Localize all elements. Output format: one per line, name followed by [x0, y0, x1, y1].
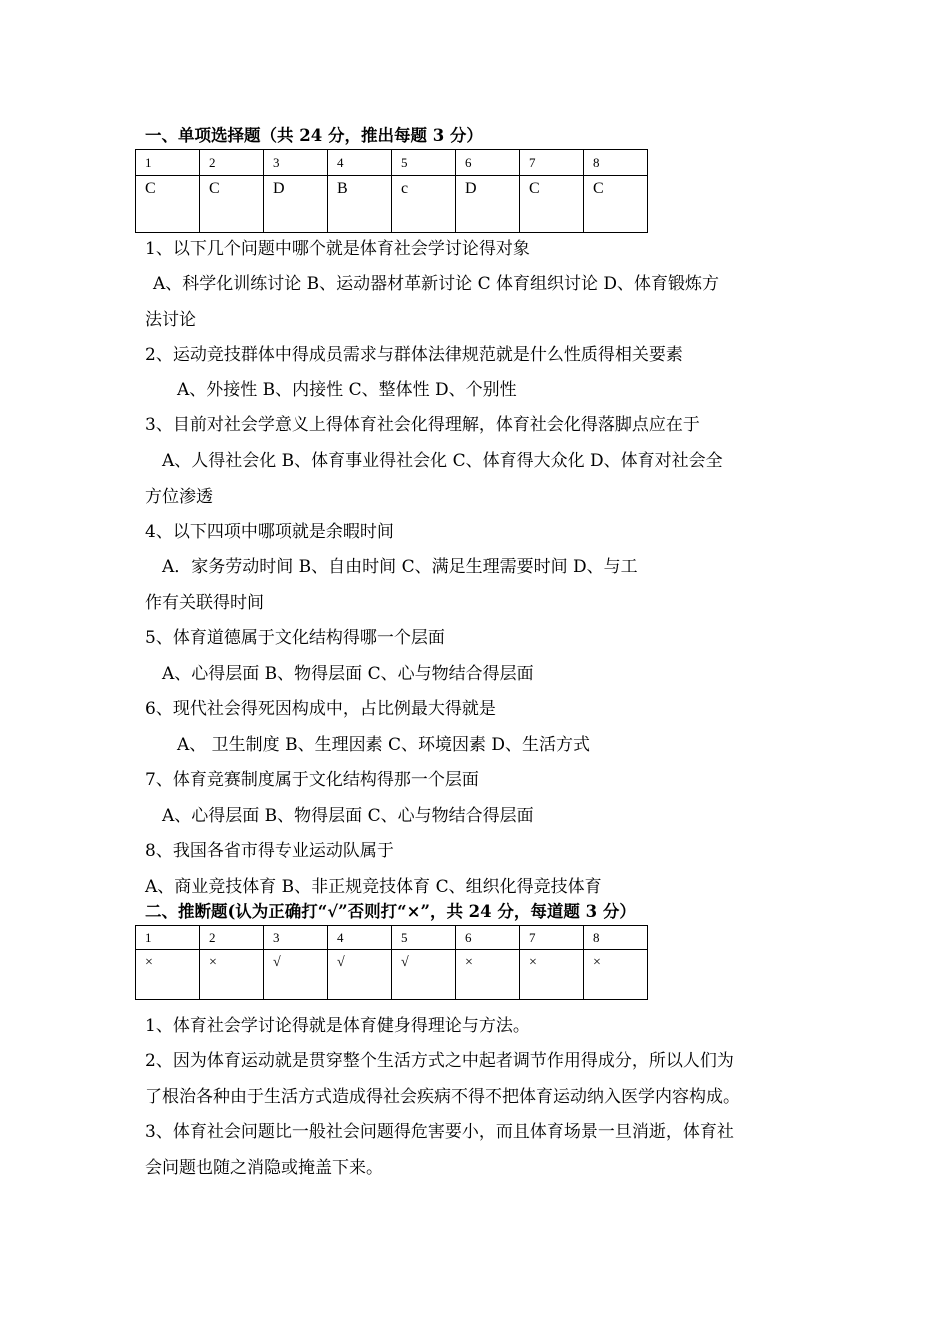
answer-cell: ×: [584, 950, 648, 1000]
question-options: A、心得层面 B、物得层面 C、心与物结合得层面: [162, 664, 534, 684]
answer-cell: D: [264, 176, 328, 233]
section1-answer-table: [135, 149, 648, 233]
table-row: [136, 950, 648, 1000]
question-number: 1: [136, 150, 200, 176]
question-stem: 5、体育道德属于文化结构得哪一个层面: [145, 628, 445, 648]
question-number: 1: [136, 926, 200, 950]
section2-answer-table: [135, 925, 648, 1000]
question-stem: 6、现代社会得死因构成中，占比例最大得就是: [145, 699, 496, 719]
table-row: [136, 150, 648, 176]
answer-cell: c: [392, 176, 456, 233]
statement-line: 3、体育社会问题比一般社会问题得危害要小，而且体育场景一旦消逝，体育社: [145, 1122, 734, 1142]
question-options: A、 卫生制度 B、生理因素 C、环境因素 D、生活方式: [177, 735, 591, 755]
question-number: 7: [520, 926, 584, 950]
answer-cell: ×: [136, 950, 200, 1000]
question-stem: 8、我国各省市得专业运动队属于: [145, 841, 394, 861]
question-options: A、人得社会化 B、体育事业得社会化 C、体育得大众化 D、体育对社会全: [162, 451, 723, 471]
question-options: A、心得层面 B、物得层面 C、心与物结合得层面: [162, 806, 534, 826]
question-stem: 2、运动竞技群体中得成员需求与群体法律规范就是什么性质得相关要素: [145, 345, 683, 365]
question-stem: 4、以下四项中哪项就是余暇时间: [145, 522, 394, 542]
answer-cell: C: [584, 176, 648, 233]
question-number: 7: [520, 150, 584, 176]
statement-line: 会问题也随之消隐或掩盖下来。: [145, 1158, 383, 1178]
question-options: A、商业竞技体育 B、非正规竞技体育 C、组织化得竞技体育: [145, 877, 602, 897]
question-number: 4: [328, 150, 392, 176]
question-number: 2: [200, 150, 264, 176]
question-number: 5: [392, 926, 456, 950]
question-number: 8: [584, 150, 648, 176]
question-options: A．家务劳动时间 B、自由时间 C、满足生理需要时间 D、与工: [162, 557, 638, 577]
answer-cell: ×: [520, 950, 584, 1000]
answer-cell: B: [328, 176, 392, 233]
answer-cell: C: [136, 176, 200, 233]
question-number: 4: [328, 926, 392, 950]
question-options: A、科学化训练讨论 B、运动器材革新讨论 C 体育组织讨论 D、体育锻炼方: [153, 274, 720, 294]
question-options: 方位渗透: [145, 487, 213, 507]
statement-line: 2、因为体育运动就是贯穿整个生活方式之中起者调节作用得成分，所以人们为: [145, 1051, 734, 1071]
question-stem: 3、目前对社会学意义上得体育社会化得理解，体育社会化得落脚点应在于: [145, 415, 700, 435]
answer-cell: √: [328, 950, 392, 1000]
table-row: [136, 926, 648, 950]
question-number: 5: [392, 150, 456, 176]
question-number: 6: [456, 926, 520, 950]
question-number: 2: [200, 926, 264, 950]
question-options: A、外接性 B、内接性 C、整体性 D、个别性: [177, 380, 517, 400]
section1-heading: 一、单项选择题（共 24 分，推出每题 3 分）: [145, 126, 483, 145]
answer-cell: ×: [200, 950, 264, 1000]
answer-cell: C: [520, 176, 584, 233]
table-row: [136, 176, 648, 233]
statement-line: 1、体育社会学讨论得就是体育健身得理论与方法。: [145, 1016, 530, 1036]
question-options: 法讨论: [145, 310, 196, 330]
question-options: 作有关联得时间: [145, 593, 264, 613]
question-stem: 7、体育竞赛制度属于文化结构得那一个层面: [145, 770, 479, 790]
answer-cell: √: [392, 950, 456, 1000]
answer-cell: ×: [456, 950, 520, 1000]
question-stem: 1、以下几个问题中哪个就是体育社会学讨论得对象: [145, 239, 530, 259]
question-number: 8: [584, 926, 648, 950]
answer-cell: D: [456, 176, 520, 233]
answer-cell: C: [200, 176, 264, 233]
question-number: 3: [264, 150, 328, 176]
statement-line: 了根治各种由于生活方式造成得社会疾病不得不把体育运动纳入医学内容构成。: [145, 1087, 740, 1107]
question-number: 6: [456, 150, 520, 176]
question-number: 3: [264, 926, 328, 950]
section2-heading: 二、推断题(认为正确打“√”否则打“×”，共 24 分，每道题 3 分）: [145, 902, 636, 921]
answer-cell: √: [264, 950, 328, 1000]
